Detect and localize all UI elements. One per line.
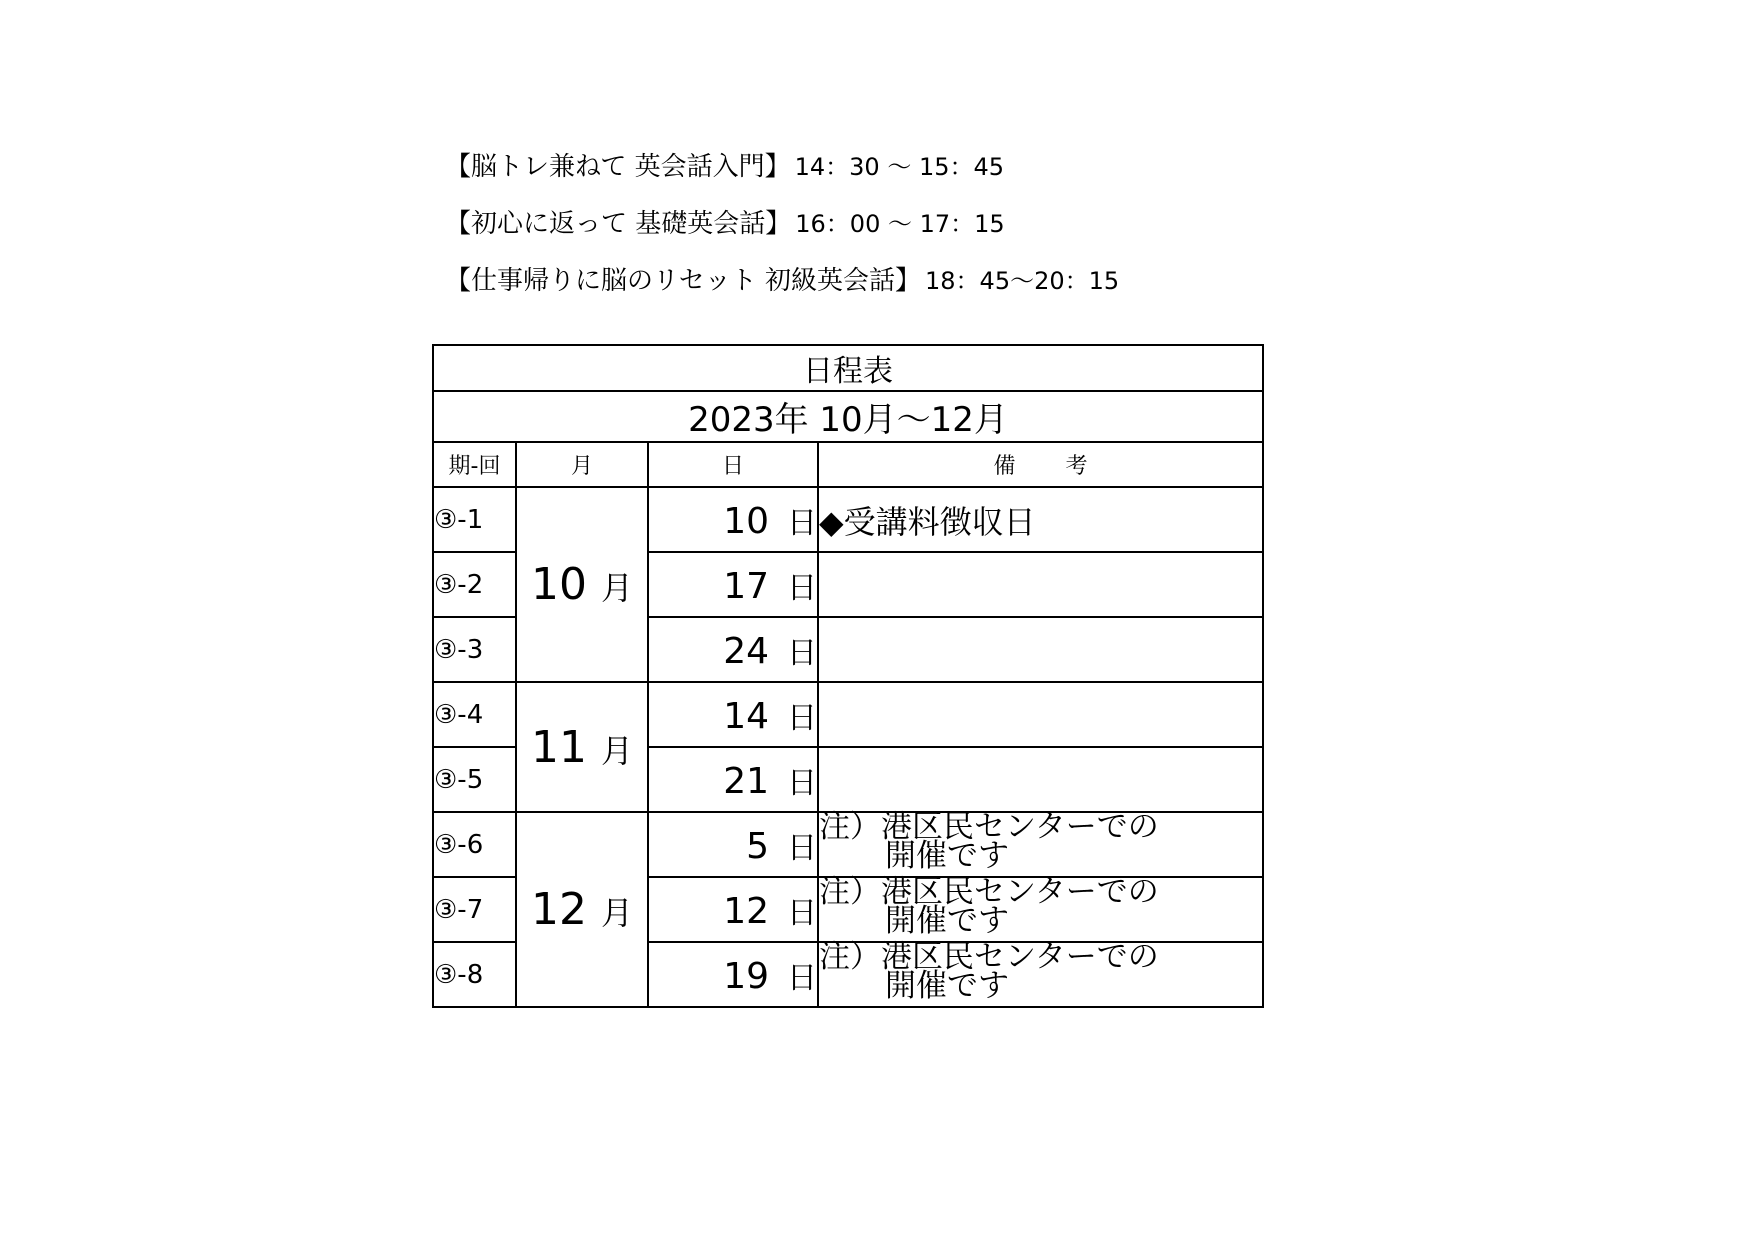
day-number: 5 [746, 825, 769, 867]
day-unit: 日 [787, 960, 817, 996]
ki-cell: ③-4 [433, 682, 516, 747]
note-cell [818, 682, 1263, 747]
day-unit: 日 [787, 635, 817, 671]
day-unit: 日 [787, 830, 817, 866]
day-number: 19 [723, 955, 769, 997]
header-day: 日 [648, 442, 818, 487]
course-line-1 [445, 154, 1004, 180]
day-unit: 日 [787, 570, 817, 606]
venue-note-cont: 開催です [885, 903, 1009, 940]
day-number: 10 [723, 500, 769, 542]
venue-note-cont: 開催です [885, 968, 1009, 1005]
day-cell [648, 877, 818, 942]
month-number: 11 [530, 721, 587, 773]
note-cell [818, 552, 1263, 617]
venue-note: 注）港区民センターでの [819, 874, 1159, 910]
day-unit: 日 [787, 700, 817, 736]
month-unit: 月 [600, 731, 633, 770]
month-cell [516, 682, 648, 812]
course-time: 14：30 ～ 15：45 [794, 153, 1005, 181]
ki-cell: ③-5 [433, 747, 516, 812]
ki-cell: ③-2 [433, 552, 516, 617]
day-unit: 日 [787, 895, 817, 931]
venue-note: 注）港区民センターでの [819, 809, 1159, 845]
header-month: 月 [516, 442, 648, 487]
header-ki: 期-回 [433, 442, 516, 487]
venue-note-cont: 開催です [885, 838, 1009, 875]
ki-cell: ③-3 [433, 617, 516, 682]
day-number: 17 [723, 565, 769, 607]
day-cell [648, 617, 818, 682]
table-row [433, 487, 1263, 552]
table-row [433, 812, 1263, 877]
header-row [433, 442, 1263, 487]
month-cell [516, 487, 648, 682]
month-cell [516, 812, 648, 1007]
schedule-period: 2023年 10月～12月 [433, 391, 1263, 442]
ki-cell: ③-8 [433, 942, 516, 1007]
note-cell [818, 617, 1263, 682]
schedule-table [432, 344, 1264, 1008]
month-number: 10 [530, 559, 587, 610]
day-unit: 日 [787, 765, 817, 801]
course-title: 【初心に返って 基礎英会話】 [445, 209, 792, 239]
note-cell [818, 939, 1263, 1007]
ki-cell: ③-1 [433, 487, 516, 552]
note-cell [818, 747, 1263, 812]
course-time: 18：45～20：15 [925, 267, 1120, 295]
day-cell [648, 942, 818, 1007]
day-number: 24 [723, 630, 769, 672]
note-cell: ◆受講料徴収日 [818, 487, 1263, 552]
month-number: 12 [530, 884, 587, 935]
day-cell [648, 747, 818, 812]
day-cell [648, 487, 818, 552]
day-cell [648, 682, 818, 747]
course-title: 【脳トレ兼ねて 英会話入門】 [445, 152, 791, 182]
table-row [433, 682, 1263, 747]
month-unit: 月 [600, 569, 633, 607]
course-time: 16：00 ～ 17：15 [795, 210, 1005, 238]
note-cell [818, 809, 1263, 877]
header-note [818, 442, 1263, 487]
day-number: 21 [723, 760, 769, 802]
header-note-a: 備 [993, 454, 1016, 479]
day-cell [648, 552, 818, 617]
day-number: 14 [723, 695, 769, 737]
day-cell [648, 812, 818, 877]
note-cell [818, 874, 1263, 942]
ki-cell: ③-6 [433, 812, 516, 877]
course-title: 【仕事帰りに脳のリセット 初級英会話】 [445, 266, 922, 296]
month-unit: 月 [600, 894, 633, 932]
day-unit: 日 [787, 505, 817, 541]
venue-note: 注）港区民センターでの [819, 939, 1159, 975]
course-line-2 [445, 211, 1005, 237]
ki-cell: ③-7 [433, 877, 516, 942]
schedule-title: 日程表 [433, 345, 1263, 391]
header-note-b: 考 [1065, 454, 1088, 479]
course-line-3 [445, 268, 1119, 294]
day-number: 12 [723, 890, 769, 932]
